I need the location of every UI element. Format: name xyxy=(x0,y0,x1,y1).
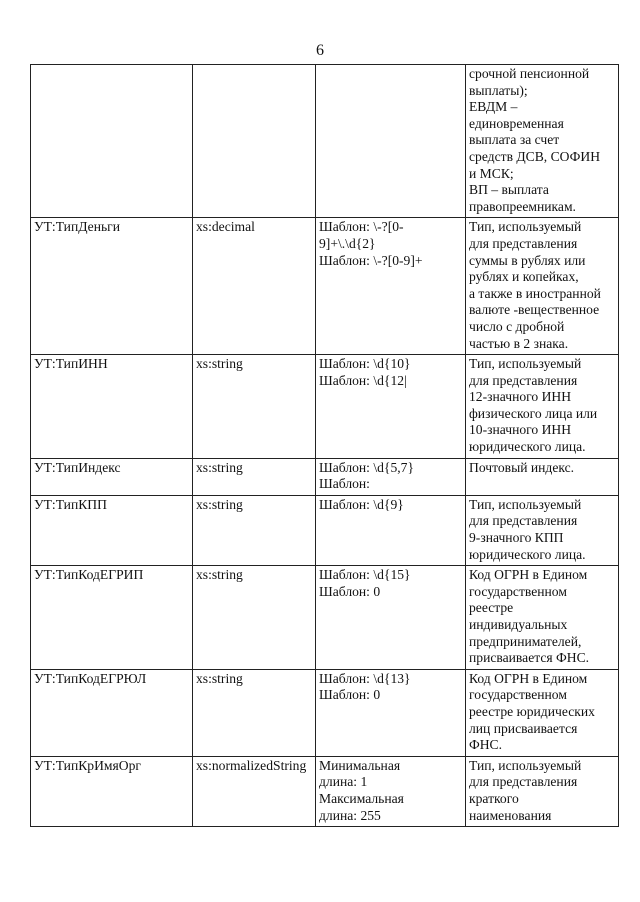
description-line: рублях и копейках, xyxy=(469,269,579,285)
description-line: 12-значного ИНН xyxy=(469,389,572,405)
description-line: государственном xyxy=(469,583,567,599)
base-type-cell: xs:string xyxy=(193,495,316,565)
description-line: юридического лица. xyxy=(469,439,586,455)
page-number: 6 xyxy=(316,42,324,59)
description-cell xyxy=(466,355,619,459)
description-line: Почтовый индекс. xyxy=(469,459,575,475)
description-line: валюте -вещественное xyxy=(469,302,600,318)
description-line: выплаты); xyxy=(469,82,528,98)
description-line: выплата за счет xyxy=(469,132,560,148)
description-line: число с дробной xyxy=(469,318,565,334)
restriction-line: Шаблон: \d{15} xyxy=(319,567,411,583)
description-line: ФНС. xyxy=(469,737,503,753)
restriction-line: Шаблон: \d{5,7} xyxy=(319,459,414,475)
description-line: юридического лица. xyxy=(469,546,586,562)
description-line: физического лица или xyxy=(469,405,598,421)
description-line: Тип, используемый xyxy=(469,219,582,235)
type-name-cell xyxy=(31,65,193,218)
description-line: правопреемникам. xyxy=(469,198,576,214)
restriction-cell xyxy=(316,495,466,565)
description-line: суммы в рублях или xyxy=(469,252,586,268)
base-type-cell: xs:string xyxy=(193,458,316,495)
restriction-cell xyxy=(316,65,466,218)
restriction-line: Минимальная xyxy=(319,757,401,773)
type-name-cell: УТ:ТипДеньги xyxy=(31,218,193,355)
description-line: Код ОГРН в Едином xyxy=(469,670,588,686)
description-line: ВП – выплата xyxy=(469,182,549,198)
table-row xyxy=(31,458,619,495)
description-line: Тип, используемый xyxy=(469,356,582,372)
description-line: предпринимателей, xyxy=(469,633,582,649)
description-line: для представления xyxy=(469,235,578,251)
description-line: присваивается ФНС. xyxy=(469,650,590,666)
description-line: наименования xyxy=(469,807,552,823)
restriction-cell xyxy=(316,218,466,355)
restriction-line: Шаблон: 0 xyxy=(319,687,381,703)
restriction-line: Шаблон: 0 xyxy=(319,583,381,599)
restriction-line: длина: 255 xyxy=(319,807,381,823)
restriction-cell xyxy=(316,566,466,670)
type-name-cell: УТ:ТипИНН xyxy=(31,355,193,459)
description-line: краткого xyxy=(469,790,519,806)
type-name-cell: УТ:ТипКодЕГРИП xyxy=(31,566,193,670)
restriction-line: Шаблон: \d{12| xyxy=(319,372,407,388)
table-row xyxy=(31,355,619,459)
base-type-cell: xs:decimal xyxy=(193,218,316,355)
description-cell xyxy=(466,566,619,670)
base-type-cell: xs:string xyxy=(193,566,316,670)
description-cell xyxy=(466,756,619,826)
table-row xyxy=(31,218,619,355)
description-line: срочной пенсионной xyxy=(469,66,590,81)
restriction-line: Шаблон: \d{13} xyxy=(319,670,411,686)
description-line: реестре xyxy=(469,600,514,616)
table-row xyxy=(31,756,619,826)
base-type-cell: xs:string xyxy=(193,355,316,459)
description-line: Тип, используемый xyxy=(469,496,582,512)
description-line: ЕВДМ – xyxy=(469,99,518,115)
type-name-cell: УТ:ТипКодЕГРЮЛ xyxy=(31,669,193,756)
description-line: для представления xyxy=(469,372,578,388)
description-line: реестре юридических xyxy=(469,703,595,719)
restriction-cell xyxy=(316,458,466,495)
description-cell xyxy=(466,669,619,756)
type-name-cell: УТ:ТипКрИмяОрг xyxy=(31,756,193,826)
restriction-cell xyxy=(316,669,466,756)
base-type-cell: xs:string xyxy=(193,669,316,756)
restriction-line: Максимальная xyxy=(319,790,404,806)
description-line: 10-значного ИНН xyxy=(469,422,572,438)
restriction-line: Шаблон: \-?[0-9]+ xyxy=(319,252,423,268)
description-line: для представления xyxy=(469,774,578,790)
description-cell xyxy=(466,218,619,355)
description-line: и МСК; xyxy=(469,165,514,181)
restriction-line: Шаблон: \d{9} xyxy=(319,496,404,512)
description-line: средств ДСВ, СОФИН xyxy=(469,148,601,164)
restriction-cell xyxy=(316,355,466,459)
description-line: для представления xyxy=(469,513,578,529)
restriction-line: Шаблон: \-?[0- xyxy=(319,219,404,235)
description-line: единовременная xyxy=(469,115,564,131)
table-row xyxy=(31,65,619,218)
restriction-cell xyxy=(316,756,466,826)
description-line: 9-значного КПП xyxy=(469,530,564,546)
description-cell xyxy=(466,495,619,565)
base-type-cell xyxy=(193,65,316,218)
description-cell xyxy=(466,65,619,218)
restriction-line: Шаблон: \d{10} xyxy=(319,356,411,372)
base-type-cell: xs:normalizedString xyxy=(193,756,316,826)
description-line: индивидуальных xyxy=(469,617,568,632)
description-line: Код ОГРН в Едином xyxy=(469,567,588,583)
type-name-cell: УТ:ТипИндекс xyxy=(31,458,193,495)
types-table xyxy=(30,64,619,827)
table-row xyxy=(31,495,619,565)
description-line: а также в иностранной xyxy=(469,285,601,301)
description-line: государственном xyxy=(469,687,567,703)
restriction-line: длина: 1 xyxy=(319,774,368,790)
table-row xyxy=(31,566,619,670)
description-line: частью в 2 знака. xyxy=(469,335,569,351)
restriction-line: 9]+\.\d{2} xyxy=(319,235,376,251)
table-row xyxy=(31,669,619,756)
restriction-line: Шаблон: xyxy=(319,476,370,492)
description-line: лиц присваивается xyxy=(469,720,578,736)
description-line: Тип, используемый xyxy=(469,757,582,773)
type-name-cell: УТ:ТипКПП xyxy=(31,495,193,565)
description-cell xyxy=(466,458,619,495)
